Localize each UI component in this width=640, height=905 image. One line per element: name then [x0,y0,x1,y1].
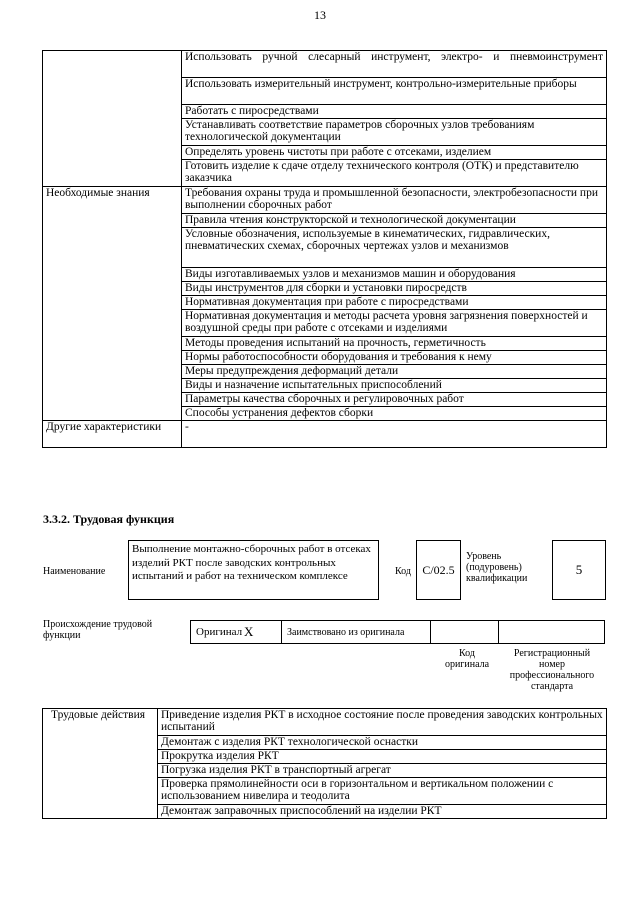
table-cell: Параметры качества сборочных и регулировочных работ [182,393,607,407]
original-mark: X [244,624,254,639]
table-cell: Нормы работоспособности оборудования и требования к нему [182,351,607,365]
divider [430,620,431,644]
table-cell: Определять уровень чистоты при работе с отсеками, изделием [182,146,607,160]
table-cell: Проверка прямолинейности оси в горизонтальном и вертикальном положении с использованием нивелира и теодолита [158,778,607,805]
reg-number-caption: Регистрационный номер профессионального стандарта [509,648,595,692]
table-cell: Приведение изделия РКТ в исходное состояние после проведения заводских контрольных испытаний [158,709,607,736]
table-row [43,421,607,448]
table-cell: Устанавливать соответствие параметров сборочных узлов требованиям технологической документации [182,119,607,146]
table-cell: - [182,421,607,448]
table-cell: Готовить изделие к сдаче отделу технического контроля (ОТК) и представителю заказчика [182,160,607,187]
table-cell: Демонтаж с изделия РКТ технологической оснастки [158,736,607,750]
page-number: 13 [314,8,326,22]
divider [281,620,282,644]
table-cell: Методы проведения испытаний на прочность, герметичность [182,337,607,351]
row-label-other: Другие характеристики [43,421,182,448]
table-cell: Условные обозначения, используемые в кинематических, гидравлических, пневматических схемах, сборочных чертежах узлов и механизмов [182,228,607,268]
table-cell: Использовать ручной слесарный инструмент, электро- и пневмоинструмент [182,51,607,78]
table-cell: Погрузка изделия РКТ в транспортный агрегат [158,764,607,778]
table-cell: Работать с пиросредствами [182,105,607,119]
borrowed-label: Заимствовано из оригинала [287,627,405,638]
name-label: Наименование [43,566,106,577]
table-cell: Нормативная документация и методы расчета уровня загрязнения поверхностей и воздушной среды при работе с отсеками и изделиями [182,310,607,337]
table-cell: Прокрутка изделия РКТ [158,750,607,764]
table-cell: Способы устранения дефектов сборки [182,407,607,421]
original-label: Оригинал [196,626,243,638]
table-cell: Демонтаж заправочных приспособлений на изделии РКТ [158,805,607,819]
table-row [43,51,607,78]
table-cell: Виды инструментов для сборки и установки пиросредств [182,282,607,296]
table-row [43,187,607,214]
divider [498,620,499,644]
code-original-caption: Код оригинала [444,648,490,670]
labor-actions-table [42,708,607,819]
origin-label: Происхождение трудовой функции [43,619,153,641]
table-cell: Виды изготавливаемых узлов и механизмов машин и оборудования [182,268,607,282]
row-label-actions: Трудовые действия [43,709,158,819]
table-cell: Требования охраны труда и промышленной безопасности, электробезопасности при выполнении сборочных работ [182,187,607,214]
code-value-box: С/02.5 [416,540,461,600]
function-name-box: Выполнение монтажно-сборочных работ в отсеках изделий РКТ после заводских контрольных испытаний и работ на техническом комплексе [128,540,379,600]
row-label-knowledge: Необходимые знания [43,187,182,421]
level-label: Уровень (подуровень) квалификации [466,551,528,584]
skills-knowledge-table [42,50,607,448]
table-cell: Использовать измерительный инструмент, контрольно-измерительные приборы [182,78,607,105]
table-row [43,709,607,736]
table-cell: Нормативная документация при работе с пиросредствами [182,296,607,310]
code-label: Код [395,566,411,577]
row-label [43,51,182,187]
level-value-box: 5 [552,540,606,600]
table-cell: Виды и назначение испытательных приспособлений [182,379,607,393]
table-cell: Правила чтения конструкторской и технологической документации [182,214,607,228]
section-title: 3.3.2. Трудовая функция [43,512,175,526]
table-cell: Меры предупреждения деформаций детали [182,365,607,379]
